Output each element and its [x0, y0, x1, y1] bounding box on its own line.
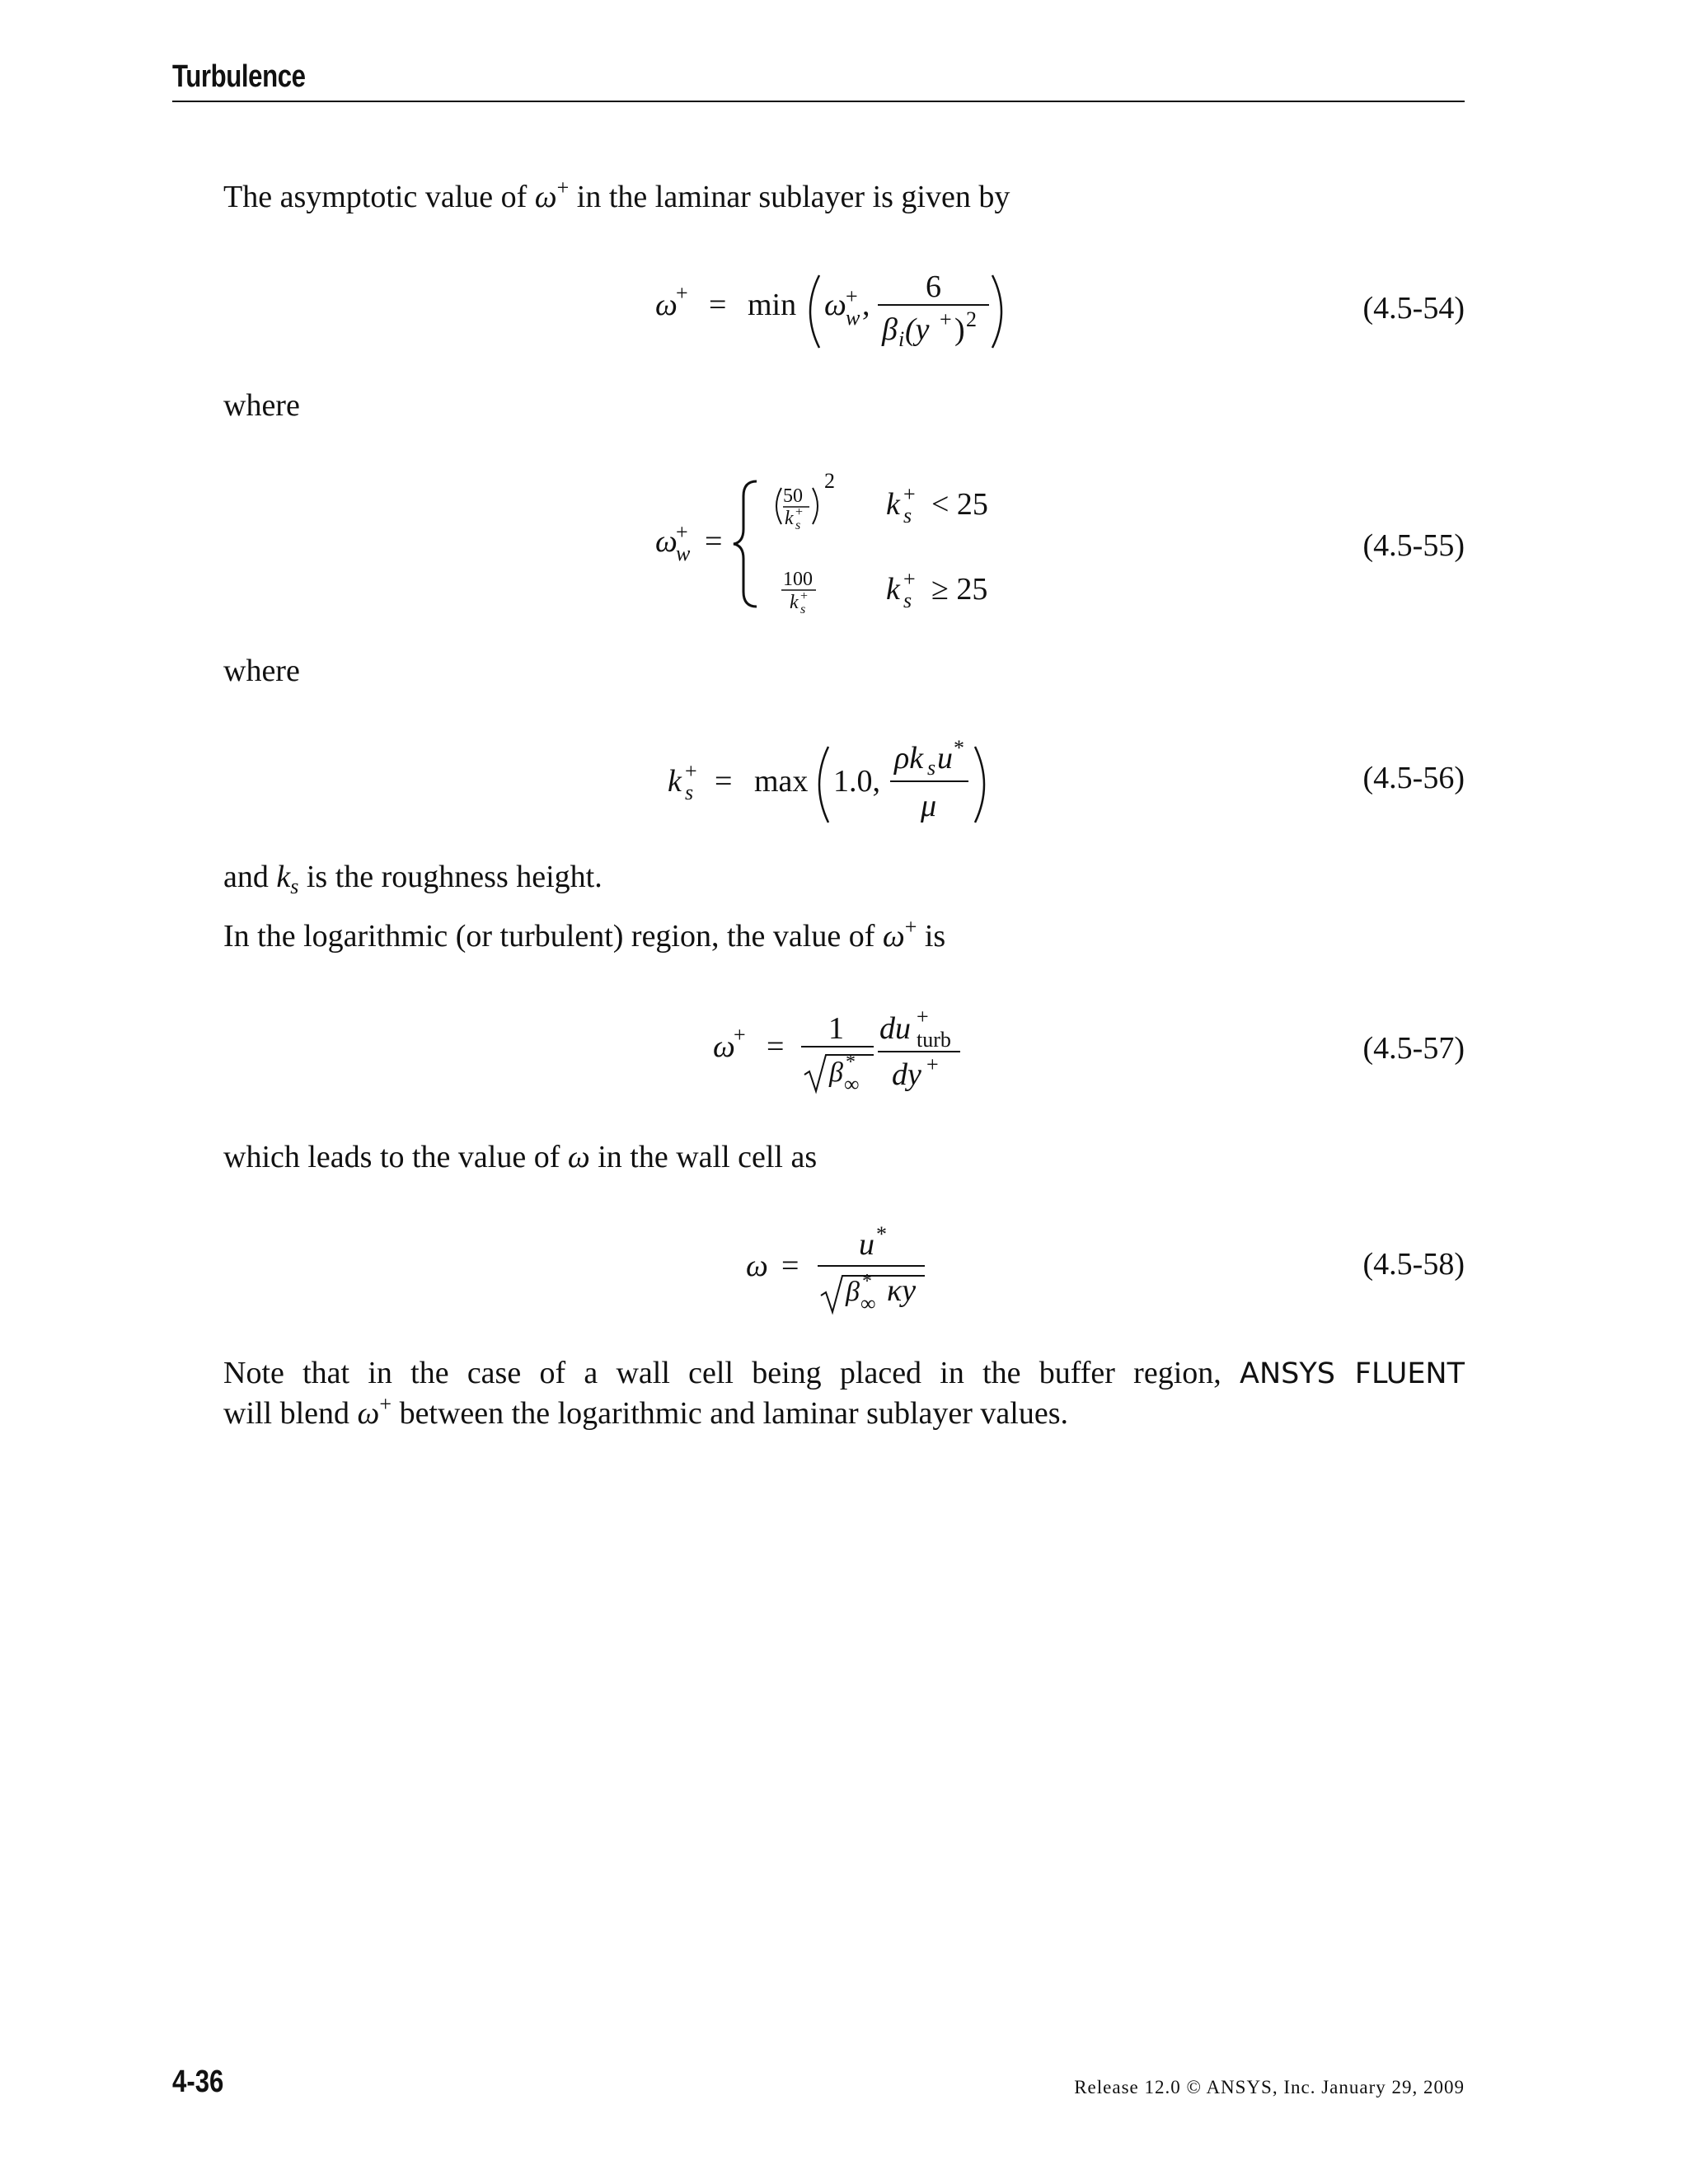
- page-number: 4-36: [172, 2064, 224, 2099]
- svg-text:=: =: [781, 1249, 799, 1283]
- svg-text:k: k: [790, 592, 799, 613]
- svg-text:μ: μ: [921, 789, 937, 823]
- svg-text:=: =: [705, 524, 723, 559]
- svg-text:2: 2: [824, 469, 835, 493]
- svg-text:50: 50: [783, 485, 803, 507]
- svg-text:*: *: [954, 736, 964, 760]
- svg-text:dy: dy: [892, 1057, 921, 1092]
- svg-text:6: 6: [926, 269, 941, 304]
- paragraph-logarithmic: In the logarithmic (or turbulent) region, the value of ω+ is: [223, 915, 946, 954]
- paragraph-roughness: and $k_s$ is the roughness height.: [223, 860, 603, 898]
- svg-text:k: k: [668, 764, 682, 799]
- svg-text:s: s: [800, 602, 806, 616]
- svg-text:100: 100: [783, 569, 813, 590]
- svg-text:∞: ∞: [844, 1072, 860, 1096]
- svg-text:k: k: [886, 572, 900, 607]
- svg-text:+: +: [685, 759, 697, 783]
- equation-number-4-5-55: (4.5-55): [1362, 528, 1465, 563]
- svg-text:=: =: [709, 288, 727, 322]
- svg-text:+: +: [846, 284, 858, 308]
- svg-text:+: +: [676, 281, 688, 305]
- svg-text:ω: ω: [713, 1029, 735, 1064]
- svg-text:=: =: [715, 764, 733, 799]
- svg-text:*: *: [846, 1052, 856, 1073]
- svg-text:max: max: [754, 764, 809, 799]
- svg-text:ω: ω: [655, 524, 678, 559]
- svg-text:turb: turb: [917, 1028, 951, 1052]
- svg-text:≥ 25: ≥ 25: [931, 572, 988, 607]
- svg-text:s: s: [795, 518, 801, 532]
- svg-text:w: w: [846, 306, 860, 330]
- svg-text:(y: (y: [905, 312, 930, 347]
- paragraph-note-line-1: Note that in the case of a wall cell being placed in the buffer region, ANSYS FLUENT: [223, 1356, 1465, 1390]
- svg-text:∞: ∞: [860, 1291, 876, 1315]
- svg-text:u: u: [937, 741, 953, 776]
- svg-text:2: 2: [966, 307, 977, 331]
- svg-text:1: 1: [828, 1011, 844, 1046]
- svg-text:): ): [954, 312, 965, 347]
- svg-text:ω: ω: [824, 288, 846, 322]
- footer-release: Release 12.0 © ANSYS, Inc. January 29, 2009: [1074, 2077, 1465, 2097]
- svg-text:*: *: [862, 1271, 872, 1292]
- equation-4-5-55: [651, 471, 1030, 624]
- svg-text:ρk: ρk: [894, 741, 924, 776]
- paragraph-where-1: where: [223, 388, 300, 423]
- paragraph-note-line-2: will blend ω+ between the logarithmic and laminar sublayer values.: [223, 1392, 1068, 1431]
- equation-4-5-54: [651, 262, 1030, 365]
- svg-text:κy: κy: [887, 1273, 917, 1308]
- svg-text:u: u: [859, 1227, 874, 1262]
- equation-4-5-56: [663, 732, 1043, 835]
- svg-text:s: s: [903, 588, 912, 612]
- svg-text:β: β: [882, 312, 898, 347]
- svg-text:+: +: [795, 505, 804, 519]
- paragraph-wall-cell: which leads to the value of ω in the wall cell as: [223, 1140, 818, 1174]
- svg-text:,: ,: [862, 288, 870, 322]
- equation-number-4-5-54: (4.5-54): [1362, 291, 1465, 326]
- svg-text:+: +: [800, 589, 809, 603]
- paragraph-where-2: where: [223, 654, 300, 688]
- svg-text:+: +: [917, 1005, 929, 1029]
- svg-text:β: β: [829, 1057, 843, 1088]
- svg-text:< 25: < 25: [931, 487, 988, 522]
- svg-text:k: k: [785, 508, 794, 529]
- svg-text:ω: ω: [746, 1249, 768, 1283]
- svg-text:=: =: [767, 1029, 785, 1064]
- svg-text:k: k: [886, 487, 900, 522]
- svg-text:i: i: [898, 327, 905, 351]
- paragraph-asymptotic: The asymptotic value of ω+ in the laminar sublayer is given by: [223, 176, 1010, 214]
- header-rule: [172, 101, 1465, 102]
- svg-text:β: β: [846, 1277, 860, 1307]
- svg-text:du: du: [879, 1011, 911, 1046]
- equation-4-5-57: [709, 999, 1006, 1110]
- svg-text:1.0,: 1.0,: [833, 764, 880, 799]
- svg-text:w: w: [676, 541, 691, 565]
- svg-text:+: +: [926, 1052, 939, 1076]
- product-name: ANSYS FLUENT: [1240, 1357, 1465, 1390]
- svg-text:+: +: [676, 520, 688, 544]
- equation-number-4-5-58: (4.5-58): [1362, 1247, 1465, 1282]
- svg-text:+: +: [734, 1023, 746, 1047]
- svg-text:+: +: [903, 482, 916, 506]
- svg-text:+: +: [940, 307, 952, 331]
- equation-4-5-58: [742, 1218, 956, 1329]
- running-header: Turbulence: [172, 59, 306, 94]
- svg-text:s: s: [685, 780, 694, 804]
- svg-text:+: +: [903, 567, 916, 591]
- equation-number-4-5-56: (4.5-56): [1362, 761, 1465, 795]
- eq54-lhs: ω: [655, 288, 678, 322]
- svg-text:*: *: [876, 1222, 887, 1246]
- equation-number-4-5-57: (4.5-57): [1362, 1031, 1465, 1066]
- svg-text:s: s: [927, 756, 936, 780]
- svg-text:s: s: [903, 504, 912, 527]
- svg-text:min: min: [748, 288, 797, 322]
